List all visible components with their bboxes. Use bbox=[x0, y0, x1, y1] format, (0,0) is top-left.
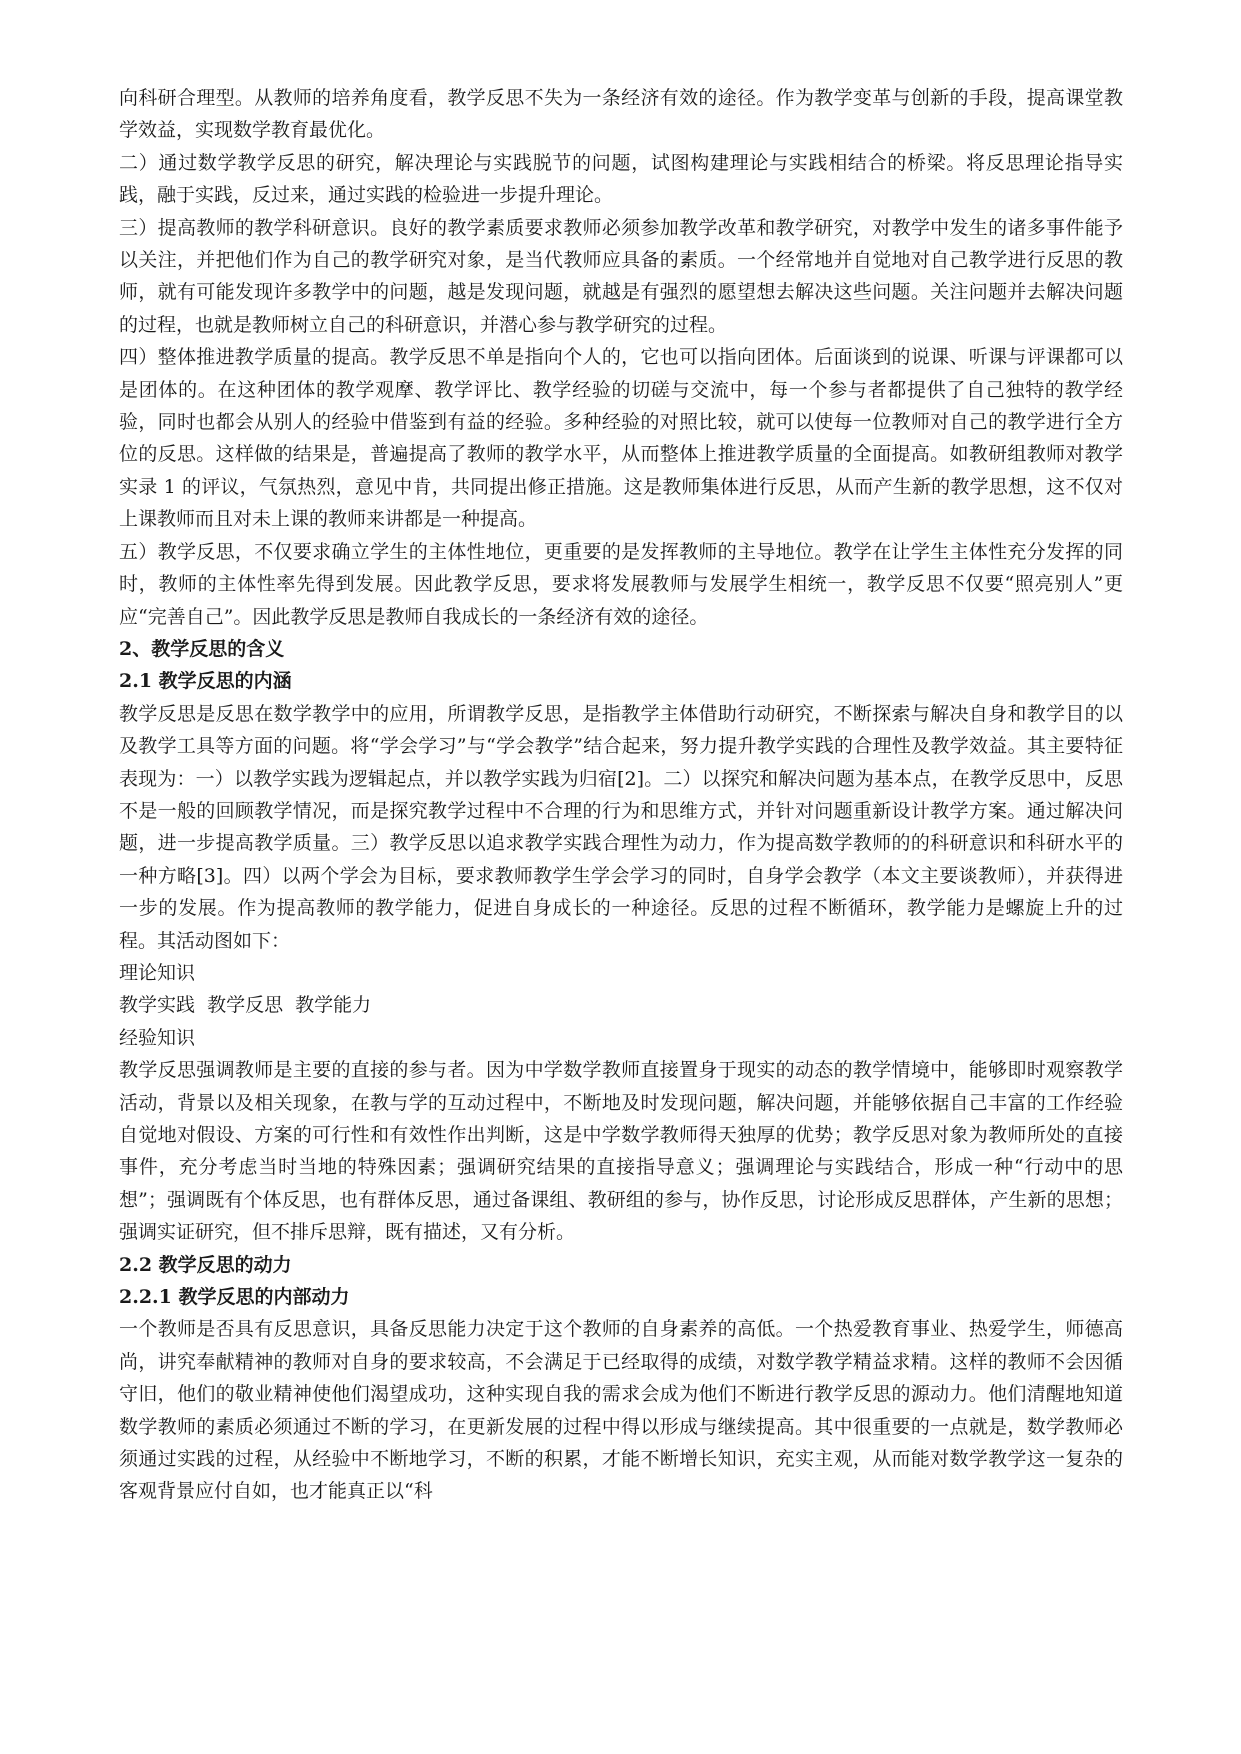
paragraph: 向科研合理型。从教师的培养角度看，教学反思不失为一条经济有效的途径。作为教学变革与创新的手段，提高课堂教学效益，实现数学教育最优化。 bbox=[119, 87, 1123, 142]
document-page bbox=[119, 82, 1123, 1508]
paragraph: 三）提高教师的教学科研意识。良好的教学素质要求教师必须参加教学改革和教学研究，对教学中发生的诸多事件能予以关注，并把他们作为自己的教学研究对象，是当代教师应具备的素质。一个经常地并自觉地对自己教学进行反思的教师，就有可能发现许多教学中的问题，越是发现问题，就越是有强烈的愿望想去解决这些问题。关注问题并去解决问题的过程，也就是教师树立自己的科研意识，并潜心参与教学研究的过程。 bbox=[119, 216, 1123, 336]
diagram-line-top: 理论知识 bbox=[119, 961, 196, 984]
paragraph: 一个教师是否具有反思意识，具备反思能力决定于这个教师的自身素养的高低。一个热爱教育事业、热爱学生，师德高尚，讲究奉献精神的教师对自身的要求较高，不会满足于已经取得的成绩，对数学教学精益求精。这样的教师不会因循守旧，他们的敬业精神使他们渴望成功，这种实现自我的需求会成为他们不断进行教学反思的源动力。他们清醒地知道数学教师的素质必须通过不断的学习，在更新发展的过程中得以形成与继续提高。其中很重要的一点就是，数学教师必须通过实践的过程，从经验中不断地学习，不断的积累，才能不断增长知识，充实主观，从而能对数学教学这一复杂的客观背景应付自如，也才能真正以“科 bbox=[119, 1318, 1123, 1503]
paragraph: 教学反思是反思在数学教学中的应用，所谓教学反思，是指教学主体借助行动研究，不断探索与解决自身和教学目的以及教学工具等方面的问题。将“学会学习”与“学会教学”结合起来，努力提升教学实践的合理性及教学效益。其主要特征表现为：一）以教学实践为逻辑起点，并以教学实践为归宿[2]。二）以探究和解决问题为基本点，在教学反思中，反思不是一般的回顾教学情况，而是探究教学过程中不合理的行为和思维方式，并针对问题重新设计教学方案。通过解决问题，进一步提高教学质量。三）教学反思以追求教学实践合理性为动力，作为提高数学教师的的科研意识和科研水平的一种方略[3]。四）以两个学会为目标，要求教师教学生学会学习的同时，自身学会教学（本文主要谈教师），并获得进一步的发展。作为提高教师的教学能力，促进自身成长的一种途径。反思的过程不断循环，教学能力是螺旋上升的过程。其活动图如下： bbox=[119, 702, 1123, 952]
diagram-line-bottom: 经验知识 bbox=[119, 1026, 196, 1049]
paragraph: 二）通过数学教学反思的研究，解决理论与实践脱节的问题，试图构建理论与实践相结合的桥梁。将反思理论指导实践，融于实践，反过来，通过实践的检验进一步提升理论。 bbox=[119, 151, 1123, 207]
subsection-heading: 2.1 教学反思的内涵 bbox=[119, 670, 292, 693]
subsection-heading: 2.2 教学反思的动力 bbox=[119, 1253, 292, 1276]
paragraph: 五）教学反思，不仅要求确立学生的主体性地位，更重要的是发挥教师的主导地位。教学在让学生主体性充分发挥的同时，教师的主体性率先得到发展。因此教学反思，要求将发展教师与发展学生相统一，教学反思不仅要“照亮别人”更应“完善自己”。因此教学反思是教师自我成长的一条经济有效的途径。 bbox=[119, 540, 1123, 628]
paragraph: 四）整体推进教学质量的提高。教学反思不单是指向个人的，它也可以指向团体。后面谈到的说课、听课与评课都可以是团体的。在这种团体的教学观摩、教学评比、教学经验的切磋与交流中，每一个参与者都提供了自己独特的教学经验，同时也都会从别人的经验中借鉴到有益的经验。多种经验的对照比较，就可以使每一位教师对自己的教学进行全方位的反思。这样做的结果是，普遍提高了教师的教学水平，从而整体上推进教学质量的全面提高。如教研组教师对教学实录 1 的评议，气氛热烈，意见中肯，共同提出修正措施。这是教师集体进行反思，从而产生新的教学思想，这不仅对上课教师而且对未上课的教师来讲都是一种提高。 bbox=[119, 346, 1123, 531]
paragraph: 教学反思强调教师是主要的直接的参与者。因为中学数学教师直接置身于现实的动态的教学情境中，能够即时观察教学活动，背景以及相关现象，在教与学的互动过程中，不断地及时发现问题，解决问题，并能够依据自己丰富的工作经验自觉地对假设、方案的可行性和有效性作出判断，这是中学数学教师得天独厚的优势；教学反思对象为教师所处的直接事件，充分考虑当时当地的特殊因素；强调研究结果的直接指导意义；强调理论与实践结合，形成一种“行动中的思想”；强调既有个体反思，也有群体反思，通过备课组、教研组的参与，协作反思，讨论形成反思群体，产生新的思想；强调实证研究，但不排斥思辩，既有描述，又有分析。 bbox=[119, 1059, 1123, 1244]
section-heading: 2、教学反思的含义 bbox=[119, 637, 285, 660]
diagram-line-middle: 教学实践 教学反思 教学能力 bbox=[119, 994, 372, 1017]
subsubsection-heading: 2.2.1 教学反思的内部动力 bbox=[119, 1286, 350, 1309]
